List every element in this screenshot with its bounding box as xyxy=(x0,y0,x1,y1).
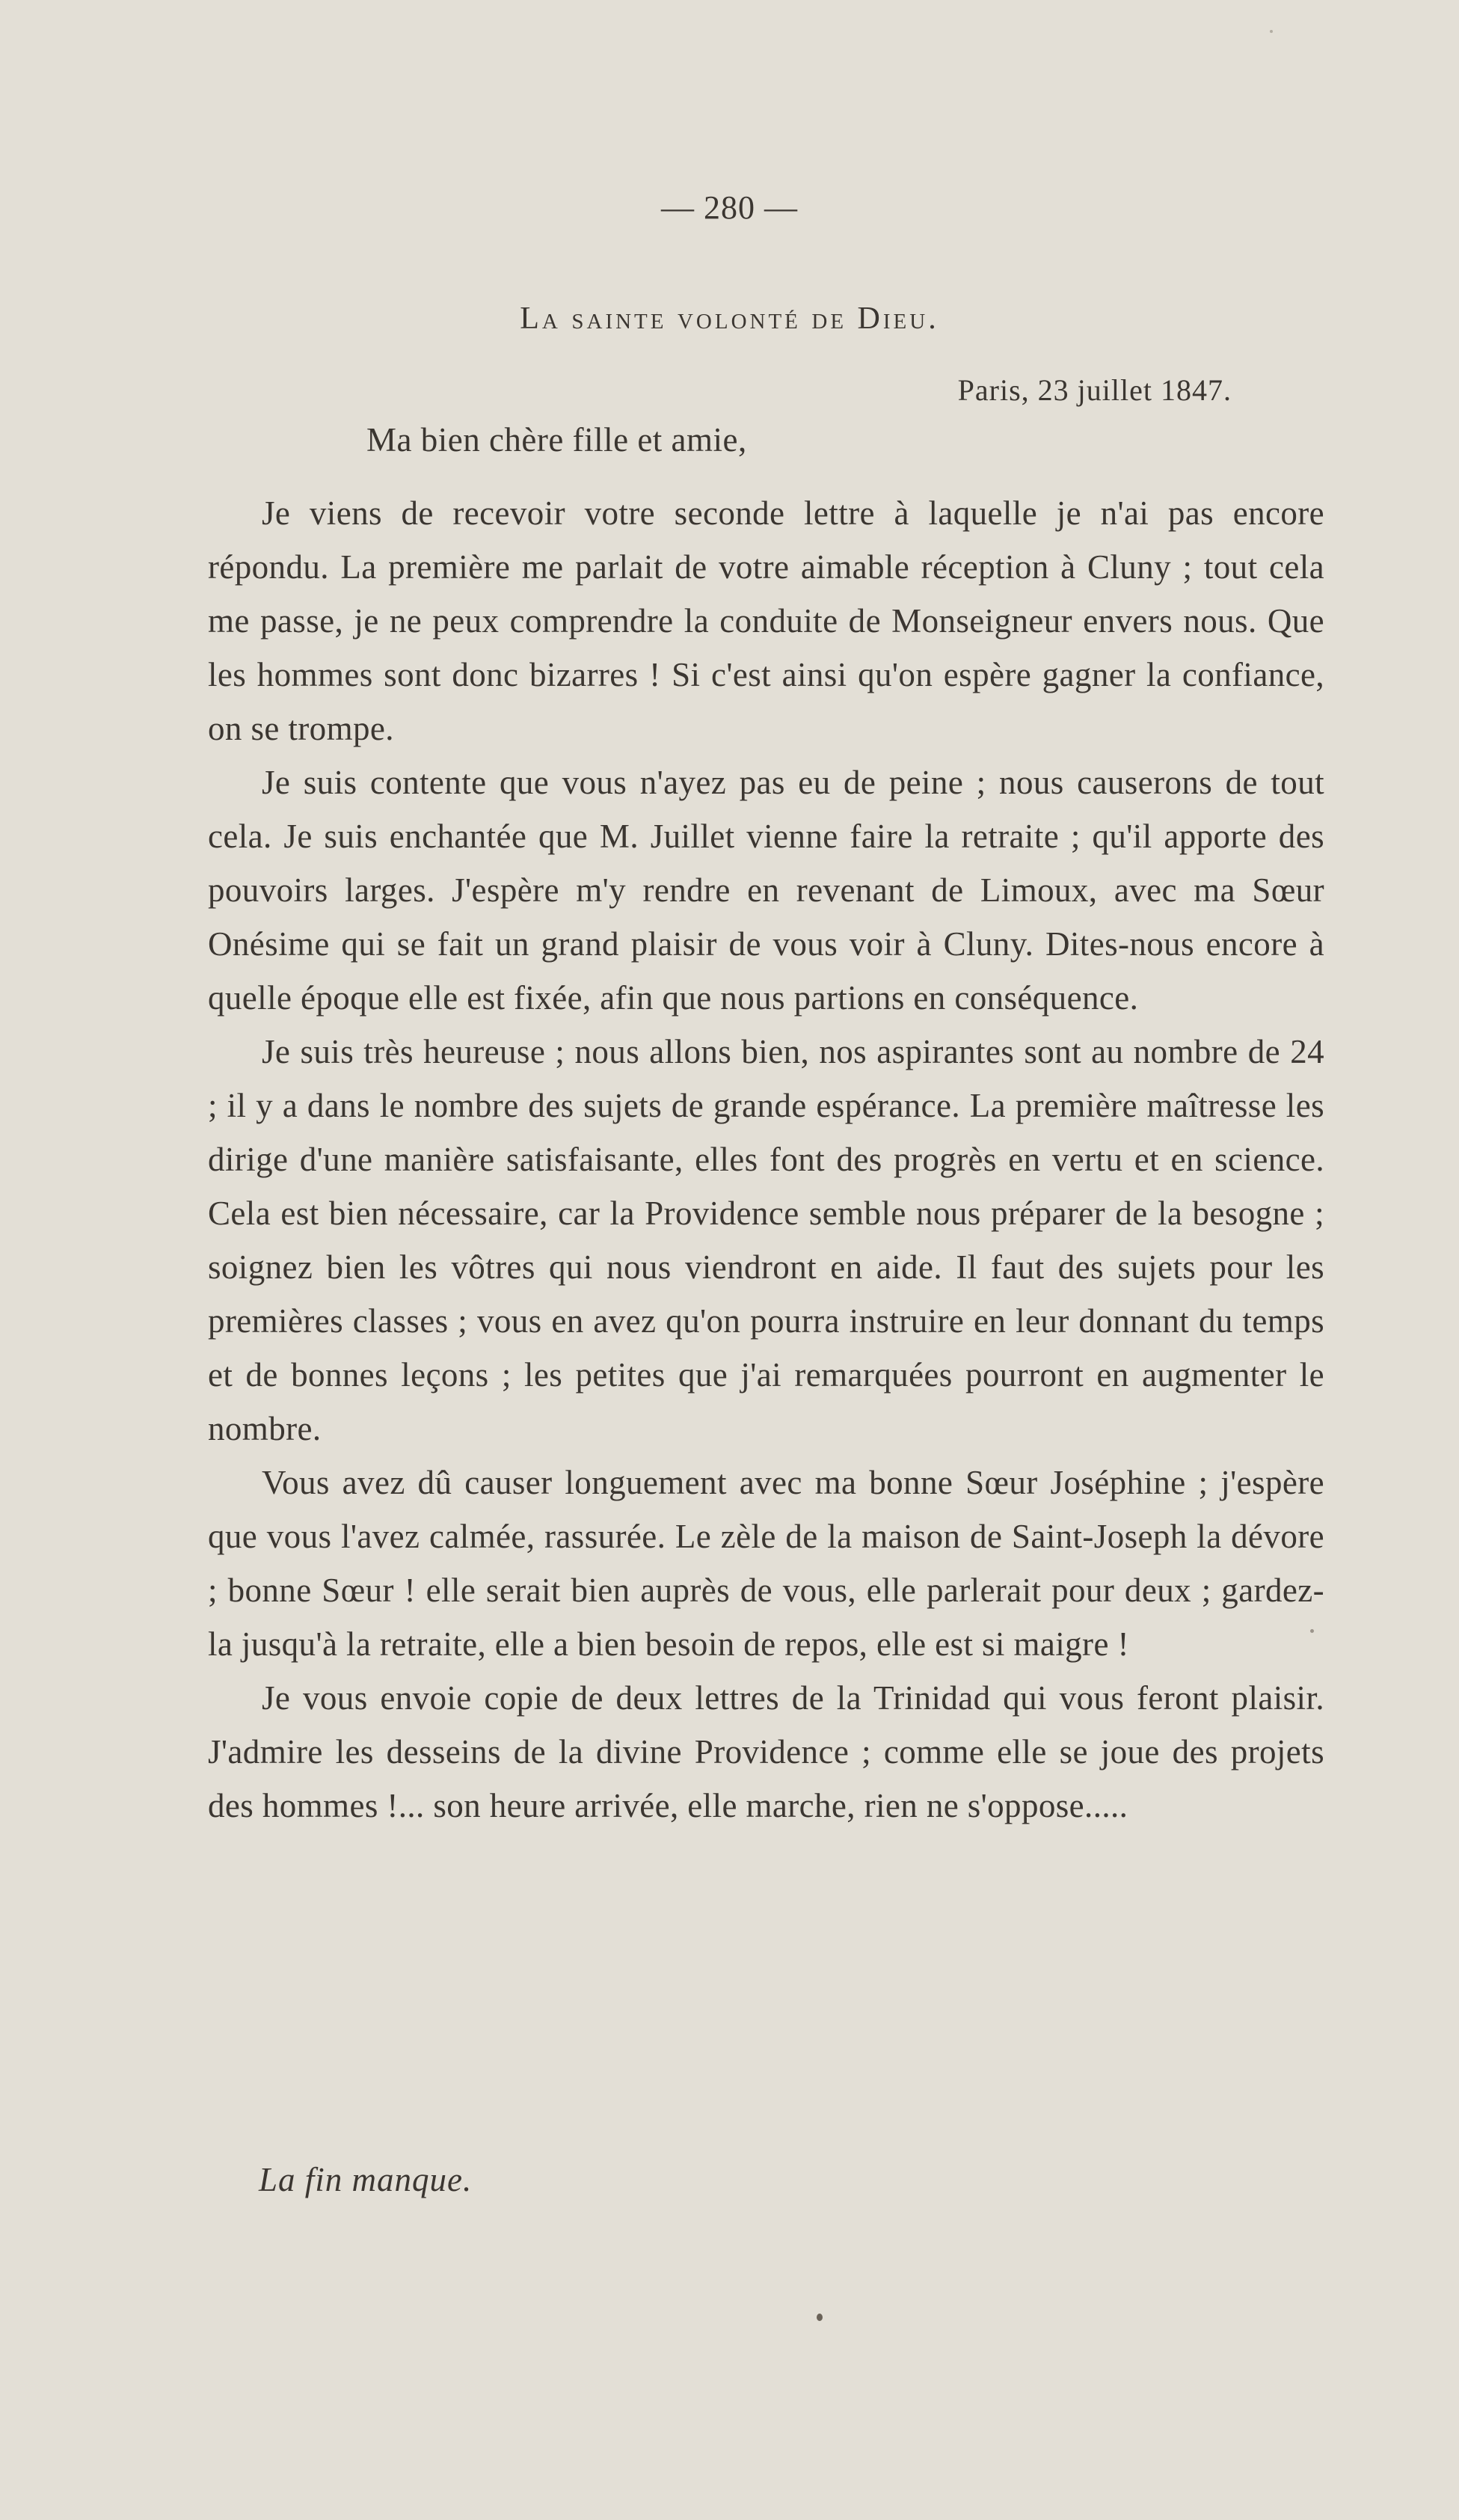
paper-speck xyxy=(817,2314,823,2321)
page-number: — 280 — xyxy=(661,189,798,226)
paragraph: Je viens de recevoir votre seconde lettre à laquelle je n'ai pas encore répondu. La première me parlait de votre aimable réception à Cluny ; tout cela me passe, je ne peux comprendre la conduite de Monseigneur envers nous. Que les hommes sont donc bizarres ! Si c'est ainsi qu'on espère gagner la confiance, on se trompe. xyxy=(208,494,1324,747)
section-heading: La sainte volonté de Dieu. xyxy=(520,301,939,336)
paper-speck xyxy=(1270,30,1273,33)
paragraph: Je vous envoie copie de deux lettres de la Trinidad qui vous feront plaisir. J'admire les desseins de la divine Providence ; comme elle se joue des projets des hommes !... son heure arrivée, elle marche, rien ne s'oppose..... xyxy=(208,1679,1324,1824)
letter-salutation: Ma bien chère fille et amie, xyxy=(366,421,747,459)
editorial-note: La fin manque. xyxy=(259,2161,473,2198)
letter-body xyxy=(208,486,1324,1833)
paragraph: Je suis très heureuse ; nous allons bien, nos aspirantes sont au nombre de 24 ; il y a dans le nombre des sujets de grande espérance. La première maîtresse les dirige d'une manière satisfaisante, elles font des progrès en vertu et en science. Cela est bien nécessaire, car la Providence semble nous préparer de la besogne ; soignez bien les vôtres qui nous viendront en aide. Il faut des sujets pour les premières classes ; vous en avez qu'on pourra instruire en leur donnant du temps et de bonnes leçons ; les petites que j'ai remarquées pourront en augmenter le nombre. xyxy=(208,1033,1324,1447)
paper-speck xyxy=(1310,1629,1314,1633)
letter-dateline: Paris, 23 juillet 1847. xyxy=(957,373,1232,407)
paragraph: Je suis contente que vous n'ayez pas eu de peine ; nous causerons de tout cela. Je suis enchantée que M. Juillet vienne faire la retraite ; qu'il apporte des pouvoirs larges. J'espère m'y rendre en revenant de Limoux, avec ma Sœur Onésime qui se fait un grand plaisir de vous voir à Cluny. Dites-nous encore à quelle époque elle est fixée, afin que nous partions en conséquence. xyxy=(208,764,1324,1017)
paragraph: Vous avez dû causer longuement avec ma bonne Sœur Joséphine ; j'espère que vous l'avez calmée, rassurée. Le zèle de la maison de Saint-Joseph la dévore ; bonne Sœur ! elle serait bien auprès de vous, elle parlerait pour deux ; gardez-la jusqu'à la retraite, elle a bien besoin de repos, elle est si maigre ! xyxy=(208,1464,1324,1663)
